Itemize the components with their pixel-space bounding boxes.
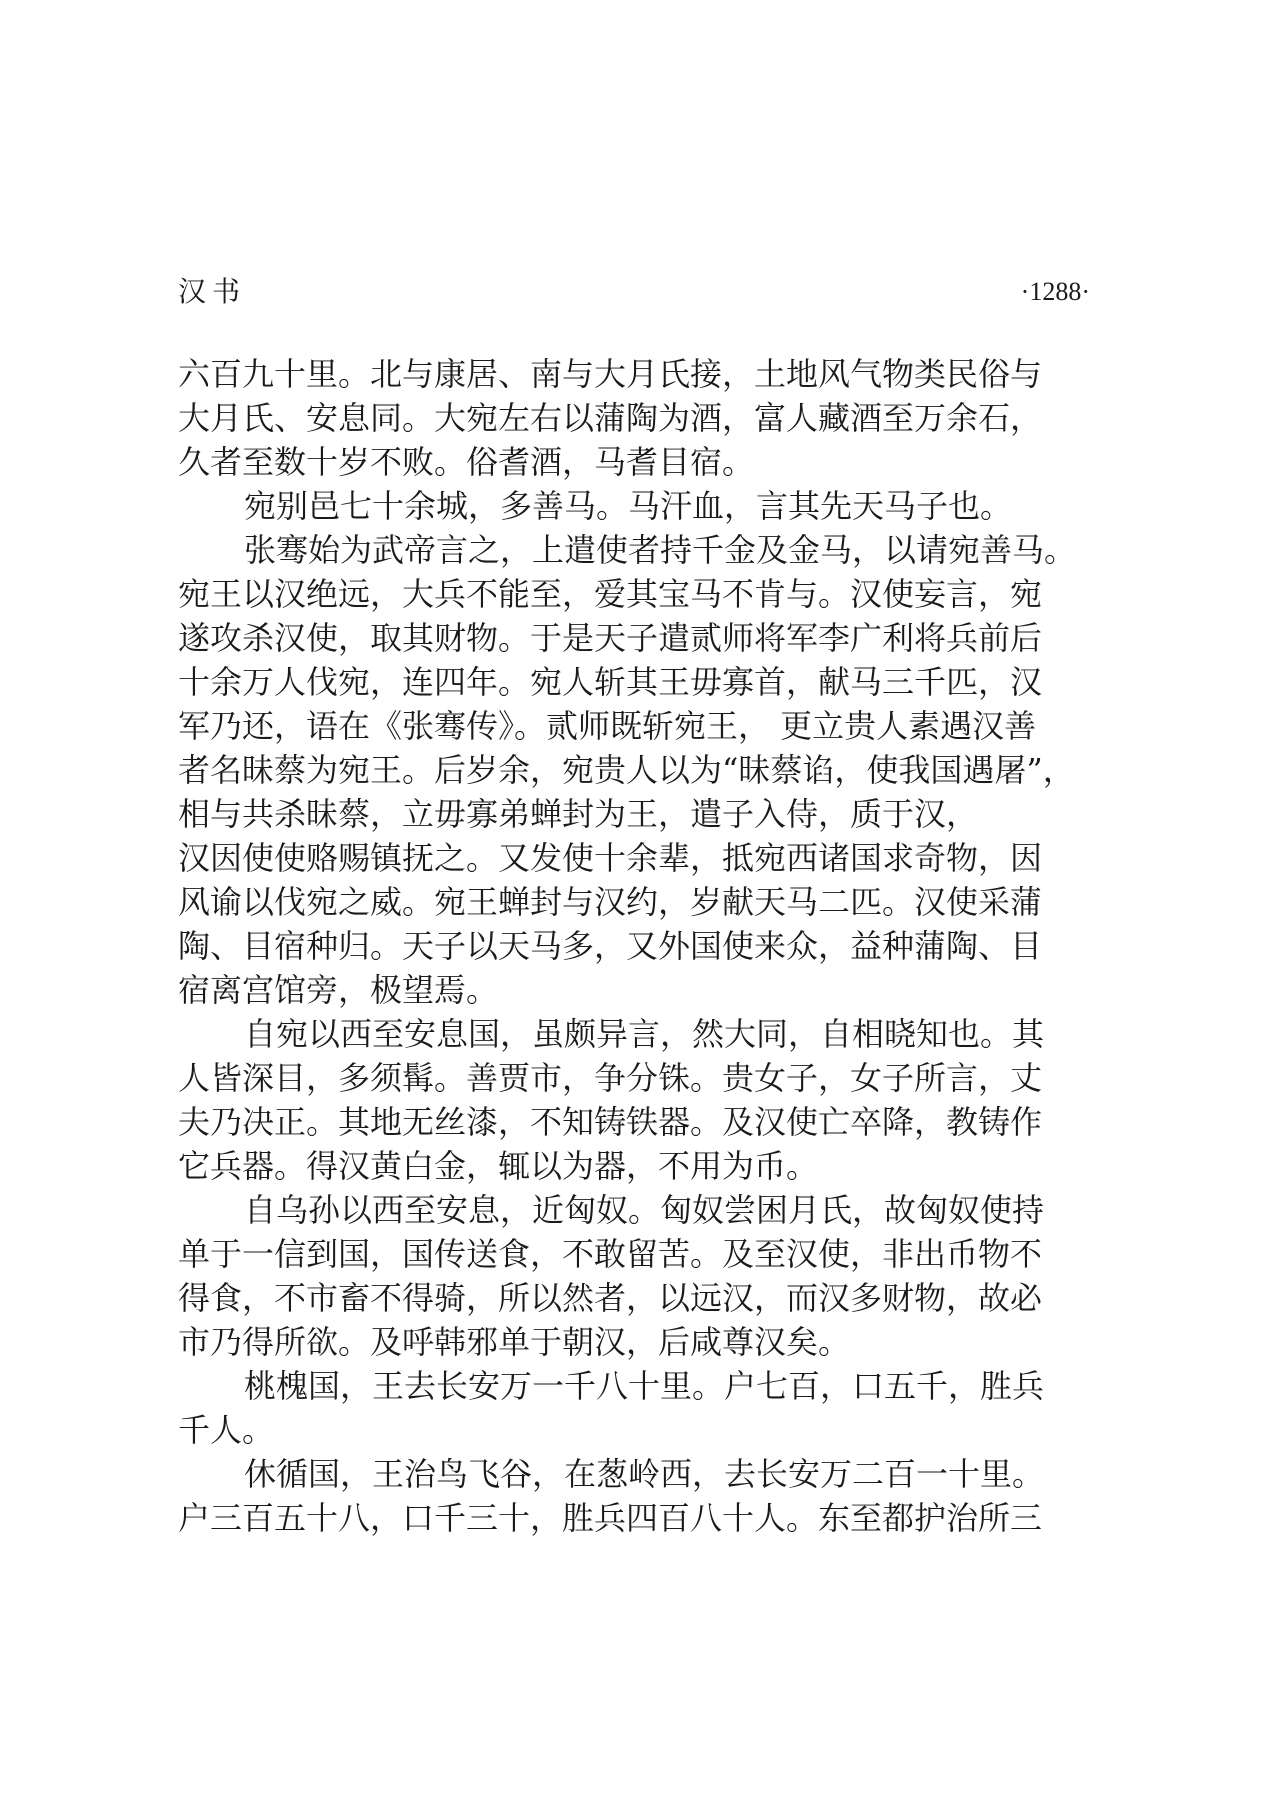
text-line: 者名昧蔡为宛王。后岁余，宛贵人以为“昧蔡谄，使我国遇屠”，: [178, 751, 1075, 789]
text-line: 遂攻杀汉使，取其财物。于是天子遣贰师将军李广利将兵前后: [178, 619, 1043, 657]
text-line: 它兵器。得汉黄白金，辄以为器，不用为币。: [178, 1147, 819, 1185]
text-line: 市乃得所欲。及呼韩邪单于朝汉，后咸尊汉矣。: [178, 1323, 851, 1361]
text-line: 宿离宫馆旁，极望焉。: [178, 971, 499, 1009]
text-line: 军乃还，语在《张骞传》。贰师既斩宛王， 更立贵人素遇汉善: [178, 707, 1037, 745]
page-number: ·1288·: [1020, 277, 1090, 306]
page-header: [178, 272, 1090, 312]
text-line: 宛别邑七十余城，多善马。马汗血，言其先天马子也。: [244, 487, 1013, 525]
text-line: 张骞始为武帝言之，上遣使者持千金及金马，以请宛善马。: [244, 531, 1077, 569]
text-line: 十余万人伐宛，连四年。宛人斩其王毋寡首，献马三千匹，汉: [178, 663, 1043, 701]
text-line: 桃槐国，王去长安万一千八十里。户七百，口五千，胜兵: [244, 1367, 1045, 1405]
text-line: 休循国，王治鸟飞谷，在葱岭西，去长安万二百一十里。: [244, 1455, 1045, 1493]
text-line: 户三百五十八，口千三十，胜兵四百八十人。东至都护治所三: [178, 1499, 1043, 1537]
text-line: 汉因使使赂赐镇抚之。又发使十余辈，抵宛西诸国求奇物，因: [178, 839, 1043, 877]
book-title: 汉书: [178, 275, 247, 308]
text-line: 六百九十里。北与康居、南与大月氏接，土地风气物类民俗与: [178, 355, 1043, 393]
text-line: 久者至数十岁不败。俗耆酒，马耆目宿。: [178, 443, 755, 481]
text-line: 自乌孙以西至安息，近匈奴。匈奴尝困月氏，故匈奴使持: [244, 1191, 1045, 1229]
text-line: 大月氏、安息同。大宛左右以蒲陶为酒，富人藏酒至万余石，: [178, 399, 1043, 437]
text-line: 得食，不市畜不得骑，所以然者，以远汉，而汉多财物，故必: [178, 1279, 1043, 1317]
text-line: 千人。: [178, 1411, 275, 1449]
text-line: 夫乃决正。其地无丝漆，不知铸铁器。及汉使亡卒降，教铸作: [178, 1103, 1043, 1141]
text-line: 宛王以汉绝远，大兵不能至，爱其宝马不肯与。汉使妄言，宛: [178, 575, 1043, 613]
text-line: 陶、目宿种归。天子以天马多，又外国使来众，益种蒲陶、目: [178, 927, 1043, 965]
text-line: 自宛以西至安息国，虽颇异言，然大同，自相晓知也。其: [244, 1015, 1045, 1053]
text-line: 单于一信到国，国传送食，不敢留苦。及至汉使，非出币物不: [178, 1235, 1043, 1273]
text-line: 相与共杀昧蔡，立毋寡弟蝉封为王，遣子入侍，质于汉，: [178, 795, 979, 833]
text-line: 人皆深目，多须髯。善贾市，争分铢。贵女子，女子所言，丈: [178, 1059, 1043, 1097]
text-line: 风谕以伐宛之威。宛王蝉封与汉约，岁献天马二匹。汉使采蒲: [178, 883, 1043, 921]
body-text: [178, 352, 1090, 1540]
